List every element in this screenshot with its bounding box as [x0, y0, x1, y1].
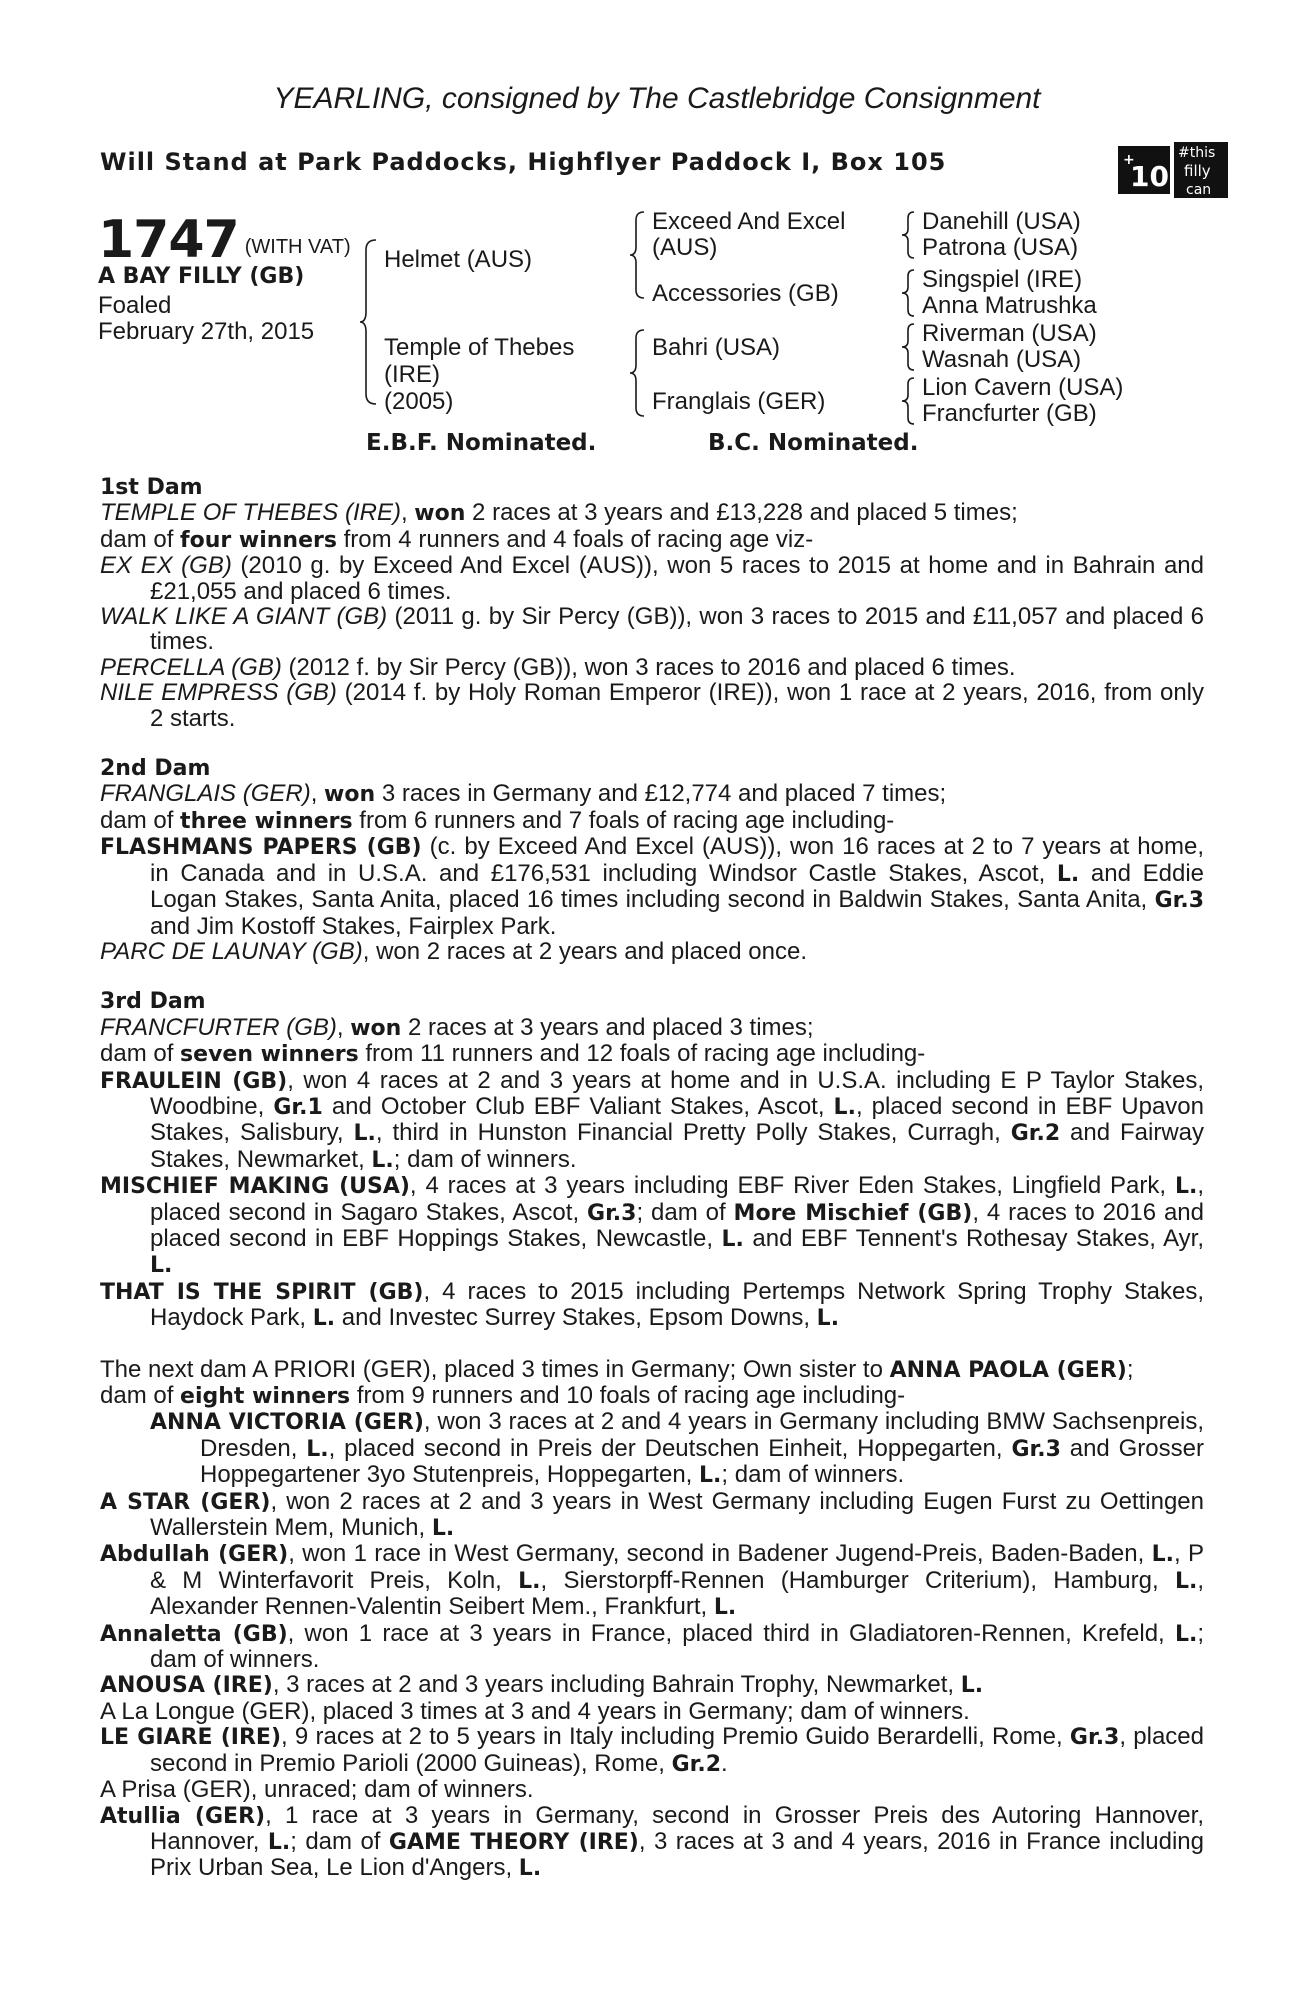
pedigree-brace-sire-parents: [628, 210, 648, 300]
pedigree-g3-3: Singspiel (IRE): [922, 266, 1083, 293]
next-dam-entry-4: Annaletta (GB), won 1 race at 3 years in France, placed third in Gladiatoren-Rennen, Krefeld, L.; dam of winners.: [100, 1619, 1204, 1674]
next-dam-entry-3: Abdullah (GER), won 1 race in West Germany, second in Badener Jugend-Preis, Baden-Baden, L., P & M Winterfavorit Preis, Koln, L., Sierstorpff-Rennen (Hamburger Criterium), Hamburg, L., Alexander Rennen-Valentin Seibert Mem., Frankfurt, L.: [100, 1540, 1205, 1621]
pedigree-dam-dam: Franglais (GER): [652, 388, 826, 415]
badge-number: 10: [1130, 160, 1169, 193]
pedigree-brace-generation-1: [358, 238, 380, 406]
pedigree-brace-g3-2: [900, 268, 918, 318]
lot-vat: (WITH VAT): [244, 236, 351, 258]
produce-record: [100, 475, 1204, 1882]
pedigree-dam-line-2: (IRE): [384, 361, 440, 388]
first-dam-heading: 1st Dam: [100, 475, 203, 500]
this-filly-can-logo: [1118, 142, 1230, 198]
stand-location: Will Stand at Park Paddocks, Highflyer Paddock I, Box 105: [100, 148, 947, 176]
pedigree-sire-sire-line-2: (AUS): [652, 234, 718, 261]
lot-number-line: [98, 210, 351, 270]
third-dam-line-2: dam of seven winners from 11 runners and 12 foals of racing age including-: [100, 1040, 926, 1068]
next-dam-entry-7: LE GIARE (IRE), 9 races at 2 to 5 years in Italy including Premio Guido Berardelli, Rome, Gr.3, placed second in Premio Parioli (2000 Guineas), Rome, Gr.2.: [100, 1723, 1204, 1777]
second-dam-heading: 2nd Dam: [100, 756, 211, 782]
pedigree-brace-dam-parents: [628, 328, 648, 418]
badge-filly: filly: [1184, 162, 1211, 180]
page-title: YEARLING, consigned by The Castlebridge Consignment: [273, 82, 1041, 115]
next-dam-entry-5: ANOUSA (IRE), 3 races at 2 and 3 years including Bahrain Trophy, Newmarket, L.: [100, 1671, 984, 1699]
pedigree-dam-sire: Bahri (USA): [652, 334, 781, 361]
lot-name: A BAY FILLY (GB): [98, 264, 305, 289]
pedigree-g3-8: Francfurter (GB): [922, 400, 1097, 427]
first-dam-offspring-3: PERCELLA (GB) (2012 f. by Sir Percy (GB)), won 3 races to 2016 and placed 6 times.: [100, 653, 1016, 681]
pedigree-brace-g3-3: [900, 322, 918, 372]
third-dam-grandoffspring-2: THAT IS THE SPIRIT (GB), 4 races to 2015 including Pertemps Network Spring Trophy Stakes, Haydock Park, L. and Investec Surrey Stakes, Epsom Downs, L.: [100, 1277, 1204, 1332]
first-dam-line-1: TEMPLE OF THEBES (IRE), won 2 races at 3 years and £13,228 and placed 5 times;: [100, 499, 1018, 527]
next-dam-entry-1: ANNA VICTORIA (GER), won 3 races at 2 and 4 years in Germany including BMW Sachsenpreis, Dresden, L., placed second in Preis der Deutschen Einheit, Hoppegarten, Gr.3 and Grosser Hoppegartener 3yo Stutenpreis, Hoppegarten, L.; dam of winners.: [150, 1408, 1204, 1489]
pedigree-g3-7: Lion Cavern (USA): [922, 374, 1124, 401]
pedigree-g3-5: Riverman (USA): [922, 320, 1097, 347]
next-dam-line-2: dam of eight winners from 9 runners and 10 foals of racing age including-: [100, 1382, 906, 1409]
next-dam-entry-9: Atullia (GER), 1 race at 3 years in Germany, second in Grosser Preis des Autoring Hannover, Hannover, L.; dam of GAME THEORY (IRE), 3 races at 3 and 4 years, 2016 in France including Prix Urban Sea, Le Lion d'Angers, L.: [100, 1801, 1204, 1882]
pedigree-g3-4: Anna Matrushka: [922, 292, 1097, 319]
ebf-nominated: E.B.F. Nominated.: [366, 430, 597, 456]
first-dam-line-2: dam of four winners from 4 runners and 4 foals of racing age viz-: [100, 525, 814, 553]
pedigree-g3-1: Danehill (USA): [922, 208, 1081, 235]
bc-nominated: B.C. Nominated.: [708, 430, 919, 456]
third-dam-offspring-1: FRAULEIN (GB), won 4 races at 2 and 3 years at home and in U.S.A. including E P Taylor Stakes, Woodbine, Gr.1 and October Club EBF Valiant Stakes, Ascot, L., placed second in EBF Upavon Stakes, Salisbury, L., third in Hunston Financial Pretty Polly Stakes, Curragh, Gr.2 and Fairway Stakes, Newmarket, L.; dam of winners.: [100, 1066, 1205, 1173]
badge-can: can: [1186, 182, 1212, 198]
third-dam-line-1: FRANCFURTER (GB), won 2 races at 3 years and placed 3 times;: [100, 1013, 814, 1041]
pedigree-dam-line-1: Temple of Thebes: [384, 334, 575, 361]
pedigree-sire-sire-line-1: Exceed And Excel: [652, 208, 846, 235]
second-dam-offspring-1: FLASHMANS PAPERS (GB) (c. by Exceed And Excel (AUS)), won 16 races at 2 to 7 years at home, in Canada and in U.S.A. and £176,531 including Windsor Castle Stakes, Ascot, L. and Eddie Logan Stakes, Santa Anita, placed 16 times including second in Baldwin Stakes, Santa Anita, Gr.3 and Jim Kostoff Stakes, Fairplex Park.: [100, 833, 1204, 940]
first-dam-offspring-2: WALK LIKE A GIANT (GB) (2011 g. by Sir Percy (GB)), won 3 races to 2015 and £11,057 and placed 6 times.: [100, 603, 1204, 656]
third-dam-grandoffspring-1: MISCHIEF MAKING (USA), 4 races at 3 years including EBF River Eden Stakes, Lingfield Park, L., placed second in Sagaro Stakes, Ascot, Gr.3; dam of More Mischief (GB), 4 races to 2016 and placed second in EBF Hoppings Stakes, Newcastle, L. and EBF Tennent's Rothesay Stakes, Ayr, L.: [100, 1172, 1205, 1279]
pedigree-sire: Helmet (AUS): [384, 246, 533, 273]
pedigree-brace-g3-1: [900, 210, 918, 260]
first-dam-offspring-1: EX EX (GB) (2010 g. by Exceed And Excel (AUS)), won 5 races to 2015 at home and in Bahrain and £21,055 and placed 6 times.: [100, 552, 1205, 605]
pedigree-sire-dam: Accessories (GB): [652, 280, 839, 307]
pedigree-g3-6: Wasnah (USA): [922, 346, 1082, 373]
badge-plus: +: [1123, 152, 1135, 168]
first-dam-offspring-4: NILE EMPRESS (GB) (2014 f. by Holy Roman Emperor (IRE)), won 1 race at 2 years, 2016, from only 2 starts.: [100, 679, 1205, 732]
next-dam-entry-2: A STAR (GER), won 2 races at 2 and 3 years in West Germany including Eugen Furst zu Oettingen Wallerstein Mem, Munich, L.: [100, 1487, 1204, 1542]
next-dam-entry-6: A La Longue (GER), placed 3 times at 3 and 4 years in Germany; dam of winners.: [100, 1697, 970, 1725]
next-dam-line-1: The next dam A PRIORI (GER), placed 3 times in Germany; Own sister to ANNA PAOLA (GER);: [100, 1355, 1134, 1383]
lot-number: 1747: [98, 210, 239, 270]
badge-hash: #this: [1178, 145, 1216, 161]
foaled-label: Foaled: [98, 292, 172, 319]
next-dam-entry-8: A Prisa (GER), unraced; dam of winners.: [100, 1776, 534, 1804]
third-dam-heading: 3rd Dam: [100, 989, 206, 1015]
pedigree-g3-2: Patrona (USA): [922, 234, 1079, 261]
second-dam-line-2: dam of three winners from 6 runners and 7 foals of racing age including-: [100, 806, 895, 834]
foaled-date: February 27th, 2015: [98, 318, 315, 345]
pedigree-dam-line-3: (2005): [384, 388, 454, 415]
second-dam-line-1: FRANGLAIS (GER), won 3 races in Germany and £12,774 and placed 7 times;: [100, 780, 947, 808]
second-dam-offspring-2: PARC DE LAUNAY (GB), won 2 races at 2 years and placed once.: [100, 937, 808, 965]
pedigree-brace-g3-4: [900, 376, 918, 426]
